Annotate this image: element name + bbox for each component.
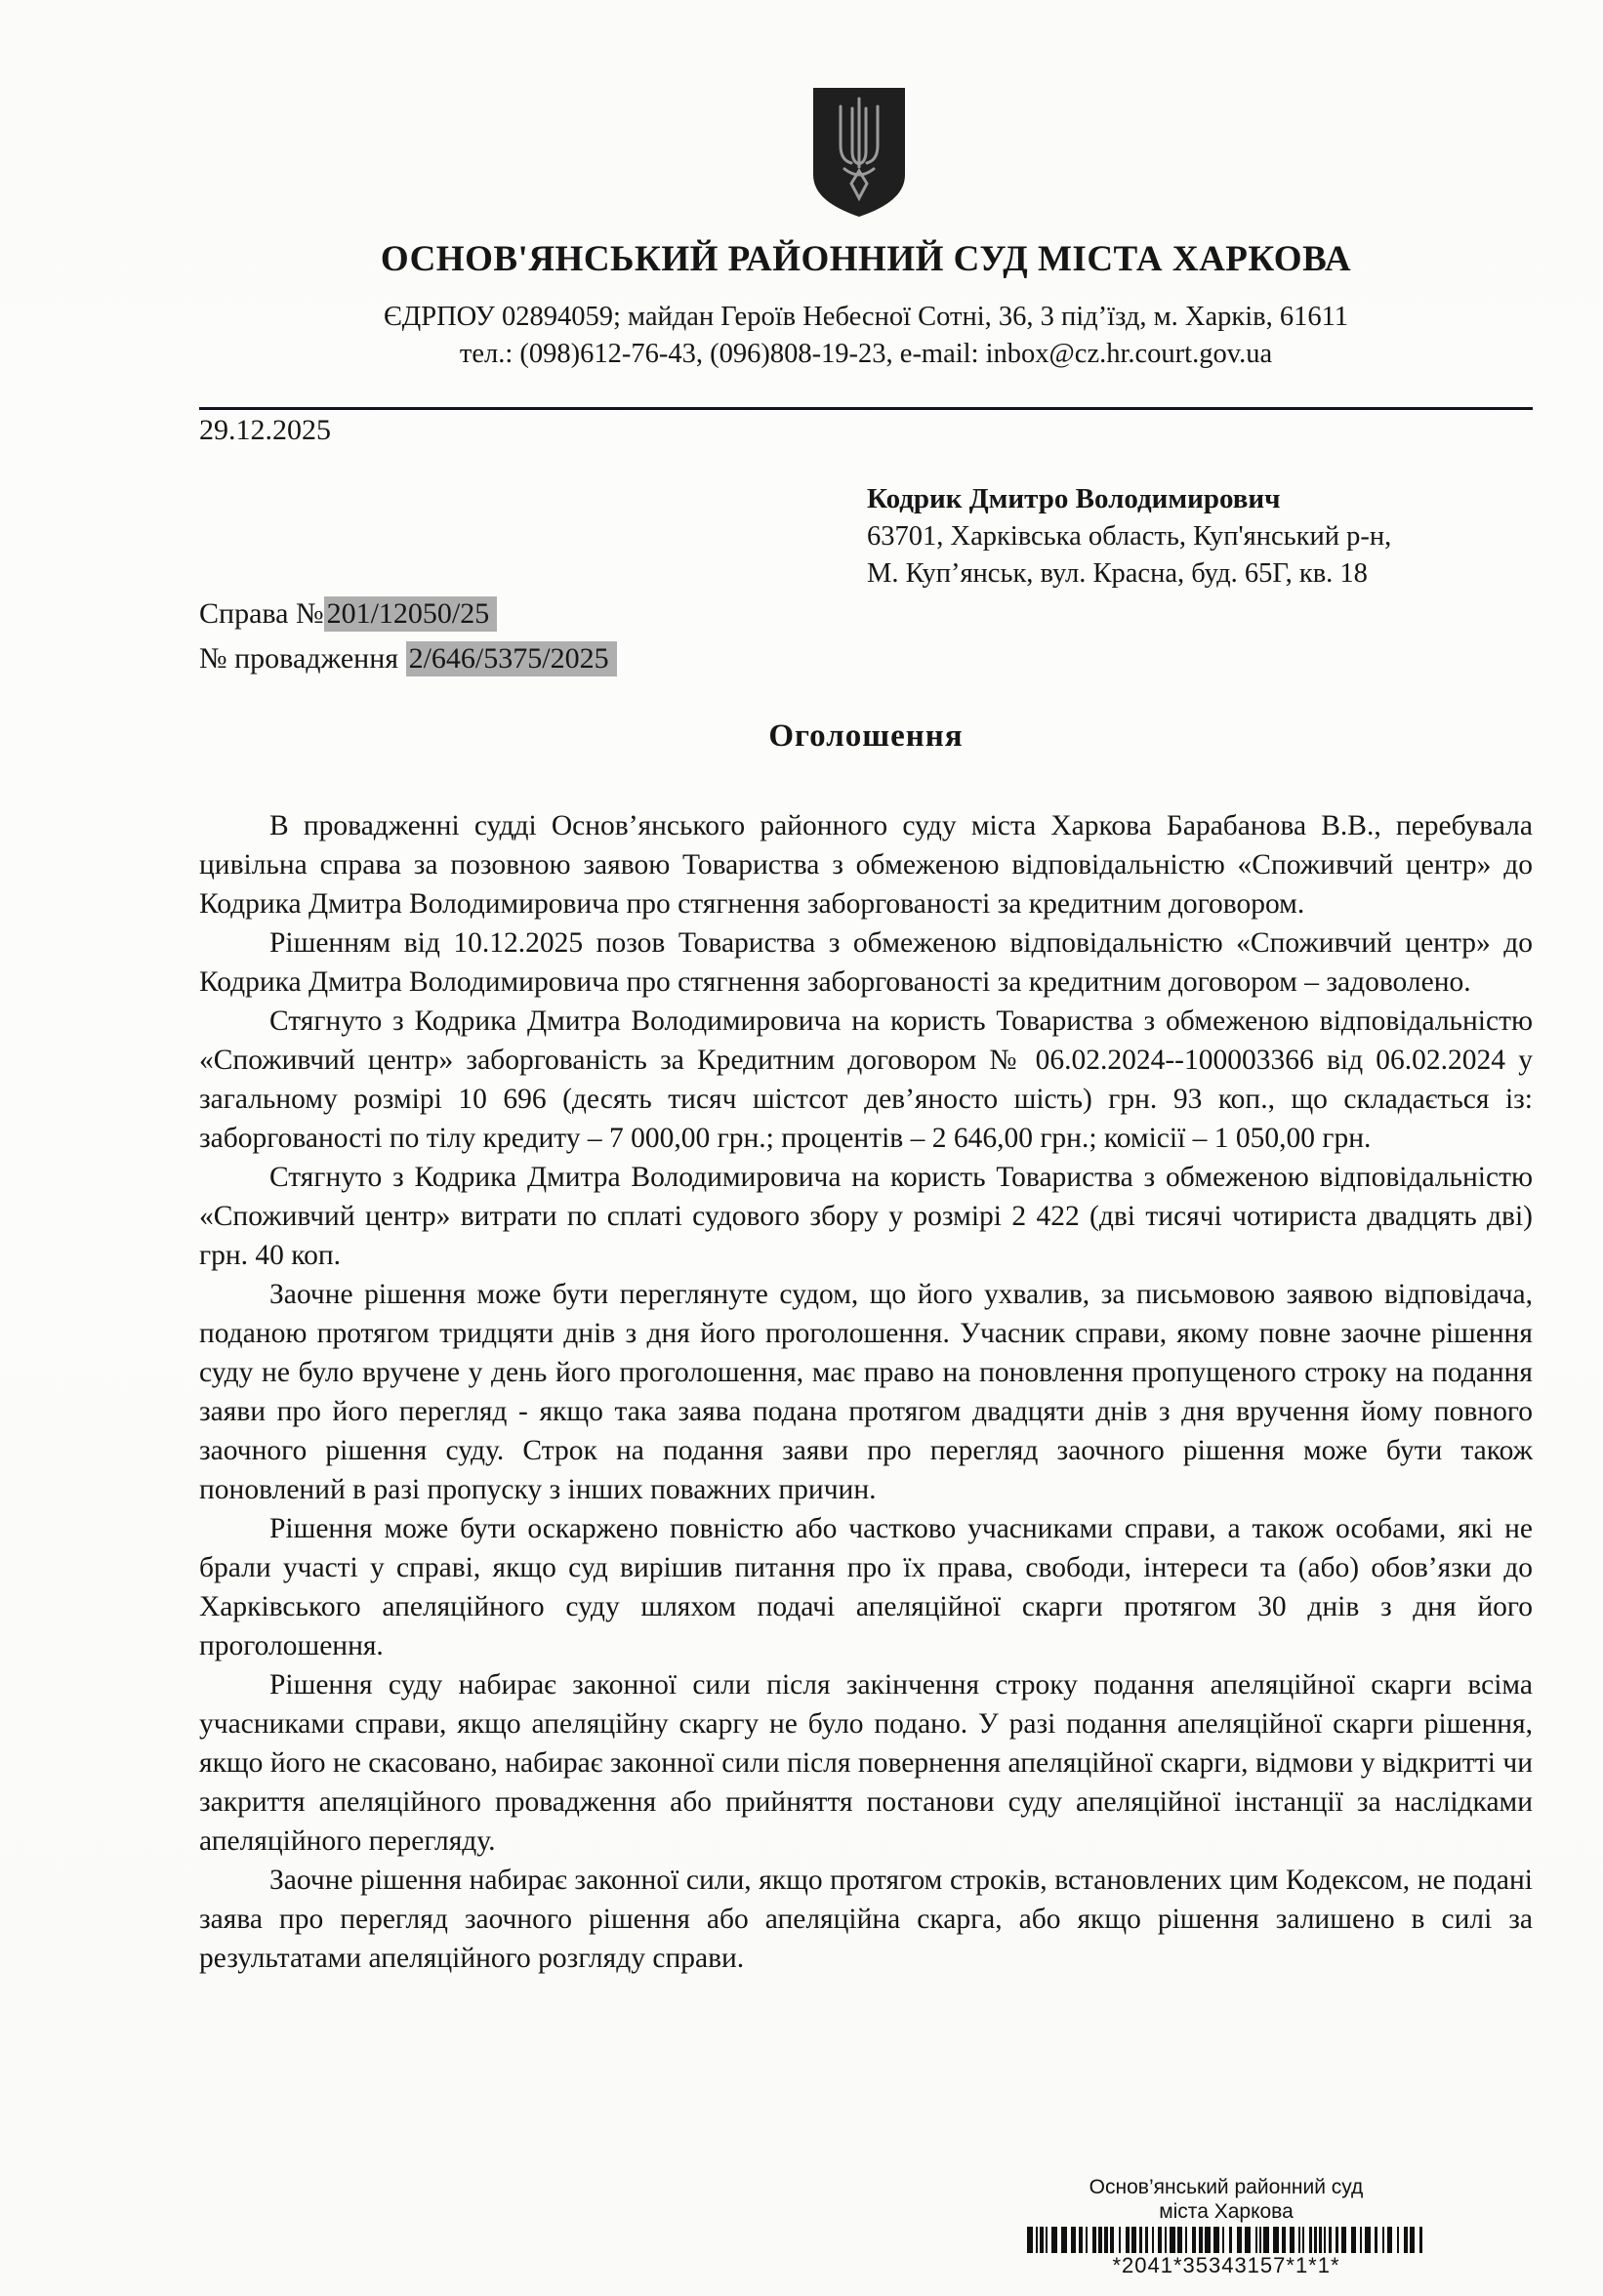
body-paragraph: В провадженні судді Основ’янського районного суду міста Харкова Барабанова В.В., перебувала цивільна справа за позовною заявою Товариства з обмеженою відповідальністю «Споживчий центр» до Кодрика Дмитра Володимировича про стягнення заборгованості за кредитним договором. — [199, 810, 1533, 920]
footer-court-line-1: Основ’янський районний суд — [1089, 2176, 1364, 2198]
recipient-address-line-1: 63701, Харківська область, Куп'янський р-н, — [867, 520, 1392, 552]
body-paragraph: Рішенням від 10.12.2025 позов Товариства з обмеженою відповідальністю «Споживчий центр» до Кодрика Дмитра Володимировича про стягнення заборгованості за кредитним договором – задоволено. — [199, 927, 1533, 998]
body-paragraph: Стягнуто з Кодрика Дмитра Володимировича на користь Товариства з обмеженою відповідальністю «Споживчий центр» витрати по сплаті судового збору у розмірі 2 422 (дві тисячі чотириста двадцять дві) грн. 40 коп. — [199, 1162, 1533, 1271]
body-paragraph: Рішення суду набирає законної сили після закінчення строку подання апеляційної скарги всіма учасниками справи, якщо апеляційну скаргу не було подано. У разі подання апеляційної скарги рішення, якщо його не скасовано, набирає законної сили після повернення апеляційної скарги, відмови у відкритті чи закриття апеляційного провадження або прийняття постанови суду апеляційної інстанції за наслідками апеляційного перегляду. — [199, 1669, 1533, 1857]
court-name-heading: ОСНОВ'ЯНСЬКИЙ РАЙОННИЙ СУД МІСТА ХАРКОВА — [380, 239, 1352, 279]
proceeding-number-line — [199, 636, 617, 681]
court-phone-email-line: тел.: (098)612-76-43, (096)808-19-23, e-mail: inbox@cz.hr.court.gov.ua — [459, 339, 1273, 369]
court-address-line: ЄДРПОУ 02894059; майдан Героїв Небесної Сотні, 36, 3 під’їзд, м. Харків, 61611 — [383, 302, 1349, 332]
barcode-icon — [1006, 2227, 1447, 2253]
document-title: Оголошення — [768, 718, 964, 754]
case-number-label: Справа № — [199, 597, 324, 630]
proceeding-number-highlighted: 2/646/5375/2025 — [406, 641, 617, 676]
recipient-address-line-2: М. Куп’янськ, вул. Красна, буд. 65Г, кв. 18 — [867, 558, 1368, 589]
body-paragraph: Заочне рішення набирає законної сили, якщо протягом строків, встановлених цим Кодексом, не подані заява про перегляд заочного рішення або апеляційна скарга, або якщо рішення залишено в силі за результатами апеляційного розгляду справи. — [199, 1865, 1533, 1974]
body-paragraph: Стягнуто з Кодрика Дмитра Володимировича на користь Товариства з обмеженою відповідальністю «Споживчий центр» заборгованість за Кредитним договором № 06.02.2024--100003366 від 06.02.2024 у загальному розмірі 10 696 (десять тисяч шістсот дев’яносто шість) грн. 93 коп., що складається із: заборгованості по тілу кредиту – 7 000,00 грн.; процентів – 2 646,00 грн.; комісії – 1 050,00 грн. — [199, 1005, 1533, 1154]
footer-block — [1006, 2175, 1447, 2277]
footer-court-line-2: міста Харкова — [1159, 2200, 1294, 2223]
barcode-text: *2041*35343157*1*1* — [1112, 2253, 1340, 2277]
header-divider-line — [199, 407, 1533, 410]
recipient-block — [867, 480, 1414, 594]
document-date: 29.12.2025 — [199, 414, 331, 446]
case-number-line — [199, 592, 617, 636]
body-paragraph: Рішення може бути оскаржено повністю або частково учасниками справи, а також особами, які не брали участі у справі, якщо суд вирішив питання про їх права, свободи, інтереси та (або) обов’язки до Харківського апеляційного суду шляхом подачі апеляційної скарги протягом 30 днів з дня його проголошення. — [199, 1513, 1533, 1661]
proceeding-number-label: № провадження — [199, 642, 406, 675]
body-paragraph: Заочне рішення може бути переглянуте судом, що його ухвалив, за письмовою заявою відповідача, поданою протягом тридцяти днів з дня його проголошення. Учасник справи, якому повне заочне рішення суду не було вручене у день його проголошення, має право на поновлення пропущеного строку на подання заяви про його перегляд - якщо така заява подана протягом двадцяти днів з дня вручення йому повного заочного рішення суду. Строк на подання заяви про перегляд заочного рішення може бути також поновлений в разі пропуску з інших поважних причин. — [199, 1279, 1533, 1505]
ukraine-trident-emblem-icon — [809, 84, 909, 221]
case-numbers-block — [199, 592, 617, 681]
case-number-highlighted: 201/12050/25 — [324, 596, 498, 632]
court-contact-block — [199, 299, 1533, 373]
recipient-name: Кодрик Дмитро Володимирович — [867, 483, 1281, 514]
document-body — [199, 806, 1533, 1978]
